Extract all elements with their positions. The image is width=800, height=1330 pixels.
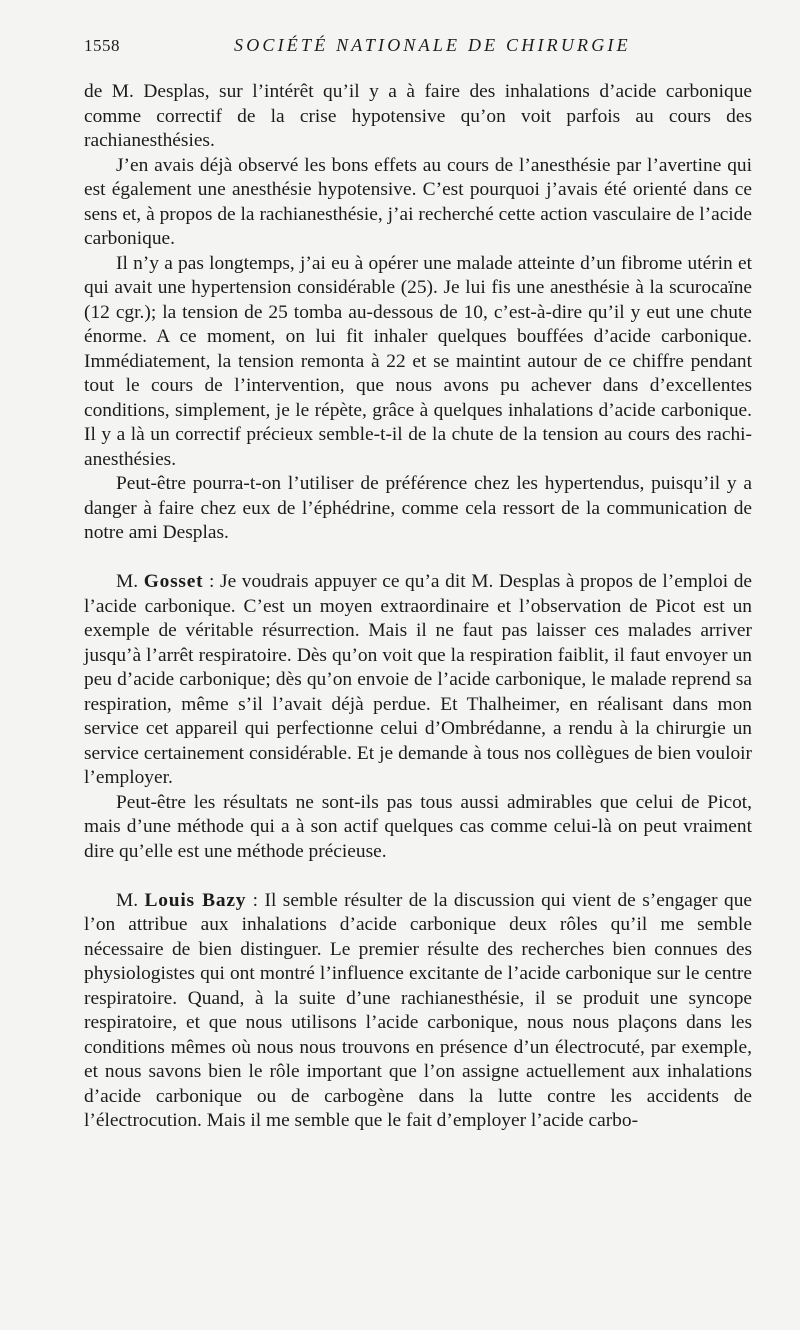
paragraph-avertine: J’en avais déjà observé les bons effets au cours de l’anesthésie par l’avertine qui est également une anesthésie hypotensive. C’est pourquoi j’avais été orienté dans ce sens et, à propos de la rachianesthésie, j’ai recherché cette action vasculaire de l’acide carbonique. xyxy=(84,154,752,249)
page-number: 1558 xyxy=(84,36,120,55)
paragraph-gosset xyxy=(84,570,752,791)
speaker-prefix: M. xyxy=(116,889,145,911)
section-gap xyxy=(84,864,752,889)
paragraph-picot: Peut-être les résultats ne sont-ils pas tous aussi admirables que celui de Picot, mais d’une méthode qui a à son actif quelques cas comme celui-là on peut vraiment dire qu’elle est une méthode précieuse. xyxy=(84,791,752,862)
body-text xyxy=(84,80,752,1134)
page-header xyxy=(84,34,750,60)
paragraph-hypertendus: Peut-être pourra-t-on l’utiliser de préférence chez les hypertendus, puisqu’il y a danger à faire chez eux de l’éphédrine, comme cela ressort de la communication de notre ami Desplas. xyxy=(84,473,752,543)
paragraph-continuation: de M. Desplas, sur l’intérêt qu’il y a à faire des inhalations d’acide carbonique comme correctif de la crise hypotensive qu’on voit parfois au cours des rachianesthésies. xyxy=(84,81,752,151)
paragraph-case-report: Il n’y a pas longtemps, j’ai eu à opérer une malade atteinte d’un fibrome utérin et qui avait une hypertension considérable (25). Je lui fis une anesthésie à la scurocaïne (12 cgr.); la tension de 25 tomba au-dessous de 10, c’est-à-dire qu’il y eut une chute énorme. A ce moment, on lui fit inhaler quelques bouffées d’acide carbonique. Immédiatement, la tension remonta à 22 et se maintint autour de ce chiffre pendant tout le cours de l’intervention, que nous avons pu achever dans d’excellentes conditions, simplement, je le répète, grâce à quelques inhalations d’acide carbonique. Il y a là un correctif précieux semble-t-il de la chute de la tension au cours des rachianesthésies. xyxy=(84,252,752,470)
paragraph-gosset-text: Je voudrais appuyer ce qu’a dit M. Desplas à propos de l’emploi de l’acide carbonique. C’est un moyen extraordinaire et l’observation de Picot est un exemple de véritable résurrection. Mais il ne faut pas laisser ces malades arriver jusqu’à l’arrêt respiratoire. Dès qu’on voit que la respiration faiblit, il faut envoyer un peu d’acide carbonique; dès qu’on envoie de l’acide carbonique, le malade reprend sa respiration, même s’il l’avait déjà perdue. Et Thalheimer, en réalisant dans mon service cet appareil qui perfectionne celui d’Ombrédanne, a rendu à la chirurgie un service certainement considérable. Et je demande à tous nos collègues de bien vouloir l’employer. xyxy=(84,571,752,788)
paragraph-bazy-text: Il semble résulter de la discussion qui vient de s’engager que l’on attribue aux inhalations d’acide carbonique deux rôles qu’il me semble nécessaire de bien distinguer. Le premier résulte des recherches bien connues des physiologistes qui ont montré l’influence excitante de l’acide carbonique sur le centre respiratoire. Quand, à la suite d’une rachianesthésie, il se produit une syncope respiratoire, et que nous utilisons l’acide carbonique, nous nous plaçons dans les conditions mêmes où nous nous trouvons en présence d’un électrocuté, par exemple, et nous savons bien le rôle important que l’on assigne actuellement aux inhalations d’acide carbonique ou de carbogène dans la lutte contre les accidents de l’électrocution. Mais il me semble que le fait d’employer l’acide carbo- xyxy=(84,889,753,1131)
running-title: SOCIÉTÉ NATIONALE DE CHIRURGIE xyxy=(234,35,631,55)
speaker-name-bazy: Louis Bazy xyxy=(144,889,247,911)
speaker-colon: : xyxy=(203,571,221,592)
speaker-prefix: M. xyxy=(116,571,144,592)
paragraph-bazy xyxy=(84,889,752,1134)
section-gap xyxy=(84,546,752,571)
speaker-colon: : xyxy=(246,889,265,911)
speaker-name-gosset: Gosset xyxy=(143,571,204,592)
